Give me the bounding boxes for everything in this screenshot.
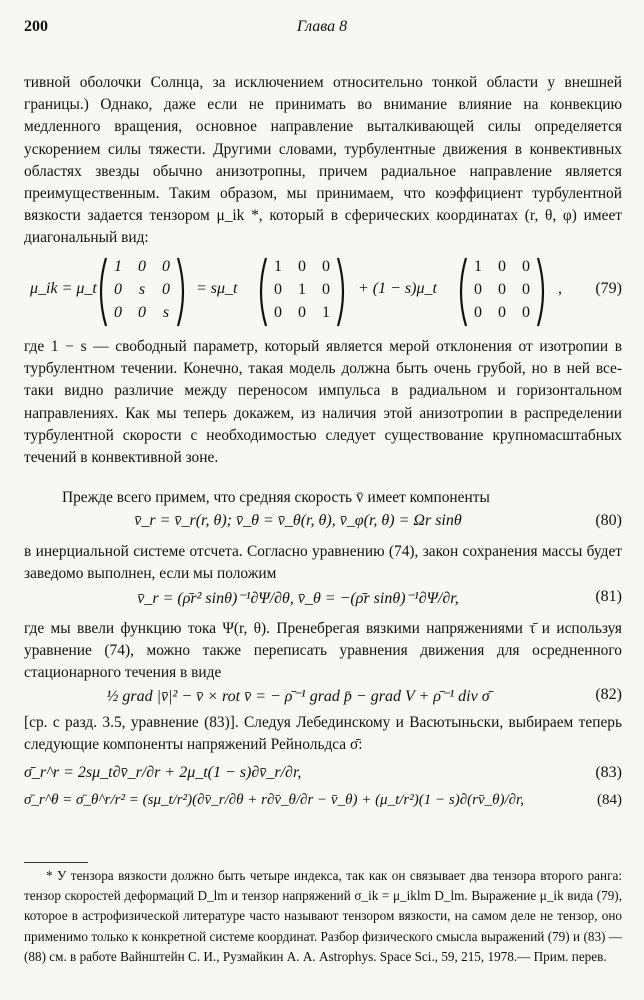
m1-cell: s	[138, 281, 146, 298]
m1-cell: 0	[114, 281, 122, 298]
eq79-number: (79)	[595, 280, 622, 297]
eq79-plus: + (1 − s)μ_t	[358, 280, 437, 297]
equation-80	[24, 512, 622, 536]
m3-cell: 0	[474, 304, 482, 321]
equation-84	[24, 792, 622, 816]
m1-cell: s	[162, 304, 170, 321]
chapter-title: Глава 8	[296, 18, 348, 35]
m3-cell: 0	[474, 281, 482, 298]
eq83-number: (83)	[595, 764, 622, 781]
m3-cell: 0	[498, 258, 506, 275]
page-header	[24, 18, 620, 42]
paragraph-6: [ср. с разд. 3.5, уравнение (83)]. Следуя Лебединскому и Васютыньски, выбираем теперь следующие компоненты напряжений Рейнольдса σ̄:	[24, 714, 622, 754]
equation-83	[24, 764, 622, 788]
m3-cell: 0	[522, 281, 530, 298]
paragraph-5: где мы ввели функцию тока Ψ(r, θ). Пренебрегая вязкими напряжениями τ̄ и используя уравнение (74), можно также переписать уравнения движения для осредненного стационарного течения в виде	[24, 620, 622, 682]
m2-cell: 0	[322, 258, 330, 275]
m2-cell: 0	[322, 281, 330, 298]
m3-cell: 0	[522, 258, 530, 275]
m2-cell: 0	[298, 304, 306, 321]
eq82-expression: ½ grad |v̄|² − v̄ × rot v̄ = − ρ̄⁻¹ grad p̄ − grad V + ρ̄⁻¹ div σ̄	[106, 688, 490, 705]
eq79-comma: ,	[558, 280, 562, 297]
m2-cell: 1	[274, 258, 282, 275]
matrix-3	[454, 254, 550, 330]
equation-81	[24, 588, 622, 612]
m1-cell: 0	[138, 304, 146, 321]
m1-cell: 0	[162, 281, 170, 298]
paragraph-4: в инерциальной системе отсчета. Согласно уравнению (74), закон сохранения массы будет заведомо выполнен, если мы положим	[24, 543, 622, 583]
m2-cell: 1	[322, 304, 330, 321]
matrix-1	[94, 254, 190, 330]
m3-cell: 0	[498, 281, 506, 298]
footnote: * У тензора вязкости должно быть четыре индекса, так как он связывает два тензора второго ранга: тензор скоростей деформаций D_lm и тензор напряжений σ_ik = μ_iklm D_lm. Выражение μ_ik вида (79), которое в астрофизической литературе часто называют тензором вязкости, на самом деле не тензор, оно применимо только к конкретной системе координат. Разбор физического смысла выражений (79) и (83) — (88) см. в работе Вайнштейн С. И., Рузмайкин А. А. Astrophys. Space Sci., 59, 215, 1978.— Прим. перев.	[24, 868, 622, 964]
m3-cell: 0	[498, 304, 506, 321]
page-number: 200	[24, 18, 48, 35]
m1-cell: 0	[114, 304, 122, 321]
m2-cell: 1	[298, 281, 306, 298]
matrix-2	[254, 254, 350, 330]
m2-cell: 0	[274, 304, 282, 321]
eq79-middle: = sμ_t	[196, 280, 238, 297]
eq84-number: (84)	[597, 792, 622, 808]
eq84-expression: σ̄_r^θ = σ̄_θ^r/r² = (sμ_t/r²)(∂v̄_r/∂θ + r∂v̄_θ/∂r − v̄_θ) + (μ_t/r²)(1 − s)∂(rv̄_θ)/∂r,	[24, 792, 524, 808]
eq80-number: (80)	[595, 512, 622, 529]
m1-cell: 0	[138, 258, 146, 275]
m3-cell: 0	[522, 304, 530, 321]
eq79-lhs: μ_ik = μ_t	[30, 280, 97, 297]
equation-79	[24, 254, 622, 330]
paragraph-2: где 1 − s — свободный параметр, который является мерой отклонения от изотропии в турбулентном течении. Конечно, такая модель должна быть очень грубой, но в ней все-таки видно различие между переносом импульса в радиальном и горизонтальном направлениях. Как мы теперь докажем, из наличия этой анизотропии в распределении турбулентной скорости с необходимостью следует существование крупномасштабных течений в конвективной зоне.	[24, 338, 622, 467]
eq80-expression: v̄_r = v̄_r(r, θ); v̄_θ = v̄_θ(r, θ), v̄_φ(r, θ) = Ωr sinθ	[134, 512, 462, 529]
eq81-number: (81)	[595, 588, 622, 605]
m1-cell: 0	[162, 258, 170, 275]
footnote-divider	[24, 862, 88, 863]
paragraph-1: тивной оболочки Солнца, за исключением относительно тонкой области у внешней границы.) Однако, даже если не принимать во внимание влияние на конвекцию медленного вращения, основное направление выталкивающей силы определяется ускорением силы тяжести. Другими словами, турбулентные движения в конвективных областях звезды обычно анизотропны, причем радиальное направление является преимущественным. Таким образом, мы принимаем, что коэффициент турбулентной вязкости задается тензором μ_ik *, который в сферических координатах (r, θ, φ) имеет диагональный вид:	[24, 74, 622, 247]
equation-82	[24, 686, 622, 710]
eq82-number: (82)	[595, 686, 622, 703]
paragraph-3: Прежде всего примем, что средняя скорость v̄ имеет компоненты	[62, 489, 490, 506]
m1-cell: 1	[114, 258, 122, 275]
m2-cell: 0	[274, 281, 282, 298]
eq81-expression: v̄_r = (ρ̄r² sinθ)⁻¹∂Ψ/∂θ, v̄_θ = −(ρ̄r sinθ)⁻¹∂Ψ/∂r,	[137, 590, 459, 607]
m3-cell: 1	[474, 258, 482, 275]
eq83-expression: σ̄_r^r = 2sμ_t∂v̄_r/∂r + 2μ_t(1 − s)∂v̄_r/∂r,	[24, 764, 302, 781]
m2-cell: 0	[298, 258, 306, 275]
